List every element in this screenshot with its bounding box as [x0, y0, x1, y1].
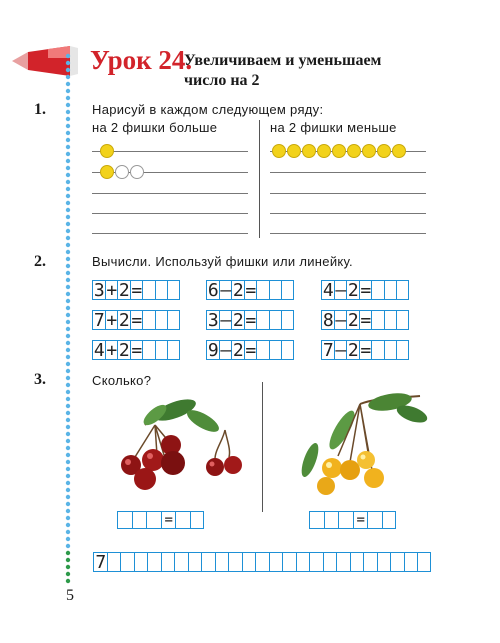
right-column-label: на 2 фишки меньше [270, 120, 397, 135]
margin-dot [66, 306, 70, 310]
margin-dot [66, 131, 70, 135]
margin-dot [66, 369, 70, 373]
writing-line [270, 233, 426, 234]
operand-b: 2 [232, 280, 244, 301]
margin-dot [66, 516, 70, 520]
equals-sign: = [131, 280, 143, 301]
operator: + [106, 340, 118, 361]
expression-box[interactable] [321, 310, 409, 330]
expression-box[interactable] [92, 280, 180, 300]
margin-dot [66, 257, 70, 261]
equals-sign: = [360, 280, 372, 301]
writing-line [92, 193, 248, 194]
margin-dot [66, 544, 70, 548]
margin-dot [66, 481, 70, 485]
operator: – [335, 310, 347, 331]
writing-line [270, 193, 426, 194]
margin-dot [66, 537, 70, 541]
expression-box[interactable] [92, 340, 180, 360]
margin-dot [66, 138, 70, 142]
margin-dot [66, 453, 70, 457]
page-number: 5 [66, 587, 74, 604]
margin-dot [66, 152, 70, 156]
expression-box[interactable] [321, 340, 409, 360]
equals-sign: = [245, 310, 257, 331]
margin-dot [66, 68, 70, 72]
margin-dot [66, 509, 70, 513]
margin-dot [66, 530, 70, 534]
margin-dot [66, 579, 70, 583]
chip-filled [348, 145, 361, 158]
margin-dot [66, 180, 70, 184]
lesson-title [184, 51, 381, 91]
operand-a: 3 [93, 280, 105, 301]
margin-dot [66, 61, 70, 65]
cell-line [118, 512, 191, 528]
margin-dot [66, 432, 70, 436]
cell-line [310, 512, 383, 528]
equals-sign: = [245, 340, 257, 361]
chip-filled [318, 145, 331, 158]
margin-dot [66, 341, 70, 345]
answer-box[interactable] [309, 511, 396, 529]
margin-dot [66, 299, 70, 303]
margin-dot [66, 327, 70, 331]
task-instruction: Вычисли. Используй фишки или линейку. [92, 254, 353, 269]
margin-dot [66, 460, 70, 464]
margin-dot [66, 313, 70, 317]
chip-rows-left [92, 140, 252, 180]
expression-box[interactable] [92, 310, 180, 330]
margin-dot [66, 145, 70, 149]
operator: – [220, 340, 232, 361]
margin-dot [66, 215, 70, 219]
margin-dot [66, 264, 70, 268]
operator: + [106, 310, 118, 331]
margin-dot [66, 348, 70, 352]
equals-sign: = [164, 512, 173, 528]
operand-b: 2 [118, 310, 130, 331]
chip-empty [131, 166, 144, 179]
column-divider [259, 120, 260, 238]
margin-dot [66, 187, 70, 191]
margin-dot [66, 320, 70, 324]
operand-b: 2 [347, 280, 359, 301]
margin-dot [66, 411, 70, 415]
margin-dot [66, 110, 70, 114]
margin-dot [66, 117, 70, 121]
equals-sign: = [245, 280, 257, 301]
margin-dot [66, 243, 70, 247]
picture-divider [262, 382, 263, 512]
margin-dot [66, 495, 70, 499]
operand-a: 7 [93, 310, 105, 331]
margin-dot [66, 446, 70, 450]
margin-dot [66, 425, 70, 429]
margin-dot [66, 376, 70, 380]
equals-sign: = [131, 310, 143, 331]
operand-a: 9 [207, 340, 219, 361]
operand-a: 8 [322, 310, 334, 331]
margin-dot [66, 488, 70, 492]
yellow-cherries-illustration [280, 390, 440, 500]
margin-dot [66, 75, 70, 79]
margin-dot [66, 222, 70, 226]
operand-a: 4 [322, 280, 334, 301]
writing-line [92, 233, 248, 234]
expression-box[interactable] [206, 280, 294, 300]
operator: + [106, 280, 118, 301]
margin-dot [66, 124, 70, 128]
margin-dot [66, 404, 70, 408]
margin-dot [66, 383, 70, 387]
writing-line [270, 172, 426, 173]
margin-dot [66, 236, 70, 240]
operator: – [335, 340, 347, 361]
equals-sign: = [356, 512, 365, 528]
margin-dot [66, 572, 70, 576]
chip-filled [101, 166, 114, 179]
lesson-number: Урок 24. [90, 45, 193, 75]
task-number: 2. [34, 253, 46, 270]
margin-dot [66, 96, 70, 100]
margin-dot [66, 565, 70, 569]
operand-b: 2 [118, 280, 130, 301]
left-column-label: на 2 фишки больше [92, 120, 218, 135]
margin-dot [66, 173, 70, 177]
margin-dot [66, 54, 70, 58]
margin-dot [66, 271, 70, 275]
equals-sign: = [131, 340, 143, 361]
margin-dot [66, 558, 70, 562]
chip-filled [303, 145, 316, 158]
margin-dot [66, 397, 70, 401]
margin-dot [66, 194, 70, 198]
operand-a: 7 [322, 340, 334, 361]
answer-box[interactable] [117, 511, 204, 529]
expression-box[interactable] [206, 310, 294, 330]
margin-dot [66, 551, 70, 555]
expression-box[interactable] [321, 280, 409, 300]
writing-line [270, 213, 426, 214]
margin-dot [66, 89, 70, 93]
margin-dot [66, 82, 70, 86]
margin-dot [66, 439, 70, 443]
margin-dot [66, 502, 70, 506]
margin-dot [66, 355, 70, 359]
margin-dot [66, 201, 70, 205]
chip-empty [116, 166, 129, 179]
lesson-title-line1: Увеличиваем и уменьшаем [184, 52, 382, 69]
writing-line [92, 213, 248, 214]
chip-filled [378, 145, 391, 158]
operand-b: 2 [118, 340, 130, 361]
dotted-margin-line [64, 52, 72, 592]
digit-writing-row[interactable] [93, 552, 431, 572]
margin-dot [66, 292, 70, 296]
lesson-title-line2: число на 2 [184, 72, 260, 89]
operator: – [335, 280, 347, 301]
chip-row-right [270, 140, 430, 162]
chip-filled [288, 145, 301, 158]
equals-sign: = [360, 340, 372, 361]
margin-dot [66, 208, 70, 212]
margin-dot [66, 159, 70, 163]
margin-dot [66, 523, 70, 527]
margin-dot [66, 390, 70, 394]
margin-dot [66, 166, 70, 170]
operand-b: 2 [347, 310, 359, 331]
chip-filled [333, 145, 346, 158]
equals-sign: = [360, 310, 372, 331]
operand-b: 2 [347, 340, 359, 361]
task-number: 3. [34, 371, 46, 388]
expression-box[interactable] [206, 340, 294, 360]
margin-dot [66, 467, 70, 471]
cell-line [94, 553, 418, 571]
task-number: 1. [34, 101, 46, 118]
margin-dot [66, 103, 70, 107]
operand-a: 3 [207, 310, 219, 331]
operand-a: 4 [93, 340, 105, 361]
margin-dot [66, 362, 70, 366]
chip-filled [101, 145, 114, 158]
margin-dot [66, 334, 70, 338]
sample-digit: 7 [95, 552, 107, 573]
margin-dot [66, 474, 70, 478]
task-instruction: Нарисуй в каждом следующем ряду: [92, 102, 324, 117]
cherries-illustration [95, 395, 260, 495]
margin-dot [66, 278, 70, 282]
task-question: Сколько? [92, 373, 152, 388]
chip-filled [393, 145, 406, 158]
chip-filled [273, 145, 286, 158]
operator: – [220, 310, 232, 331]
margin-dot [66, 418, 70, 422]
operator: – [220, 280, 232, 301]
chip-filled [363, 145, 376, 158]
operand-b: 2 [232, 340, 244, 361]
margin-dot [66, 285, 70, 289]
margin-dot [66, 229, 70, 233]
operand-b: 2 [232, 310, 244, 331]
margin-dot [66, 250, 70, 254]
operand-a: 6 [207, 280, 219, 301]
